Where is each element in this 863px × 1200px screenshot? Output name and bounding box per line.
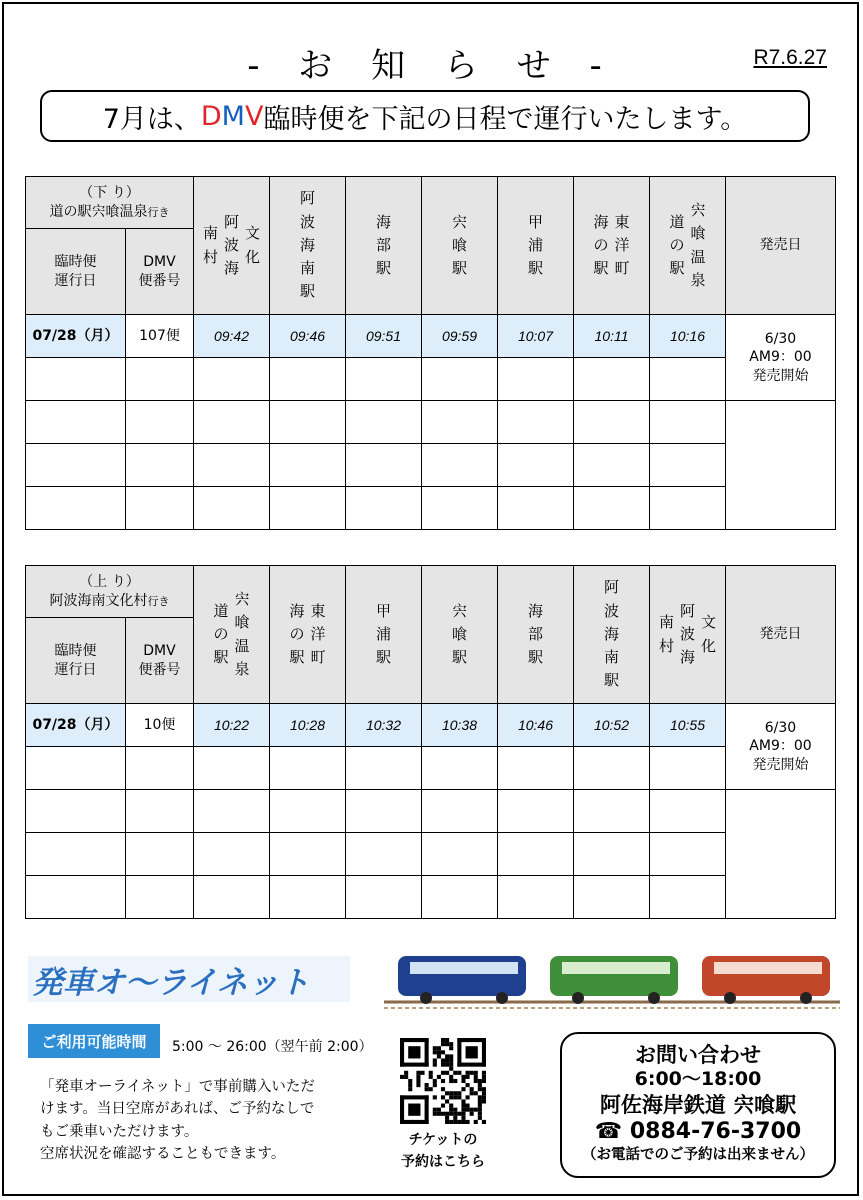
table-row [26, 315, 836, 358]
station-char: 浦 [527, 235, 543, 254]
empty-cell [126, 747, 194, 790]
dmv-letter-d: D [200, 100, 222, 132]
run-date-header [26, 229, 126, 315]
header-line: DMV [143, 643, 176, 660]
station-char: 甲 [375, 601, 391, 620]
station-char: 阿 [679, 601, 695, 620]
departure-time: 10:11 [574, 315, 650, 358]
empty-cell [574, 747, 650, 790]
bus-blue [398, 956, 526, 1004]
empty-row [26, 358, 836, 401]
sale-line: AM9：00 [749, 738, 812, 755]
station-char: 宍 [451, 601, 467, 620]
bus-red [702, 956, 830, 1004]
empty-cell [574, 358, 650, 401]
departure-time: 10:38 [422, 704, 498, 747]
station-char: 海 [603, 624, 619, 643]
empty-cell [126, 358, 194, 401]
dmv-buses-illustration [384, 944, 840, 1014]
header-line: 臨時便 [54, 254, 97, 271]
station-char: 駅 [527, 648, 543, 667]
empty-cell [194, 358, 270, 401]
empty-cell [346, 747, 422, 790]
trip-number-header [126, 618, 194, 704]
departure-time: 10:16 [650, 315, 726, 358]
empty-cell [270, 358, 346, 401]
timetable-down [25, 176, 836, 530]
station-char: 喰 [234, 613, 250, 632]
station-char: 駅 [527, 259, 543, 278]
empty-cell [270, 747, 346, 790]
empty-cell [422, 401, 498, 444]
empty-cell [270, 487, 346, 530]
station-char: 南 [658, 613, 674, 632]
station-char: 駅 [375, 259, 391, 278]
sale-line: 6/30 [764, 331, 797, 348]
phone-number: 0884-76-3700 [629, 1119, 802, 1145]
notice-date: R7.6.27 [753, 46, 827, 69]
station-char: 温 [690, 247, 706, 266]
direction-header [26, 566, 194, 618]
bus-green [550, 956, 678, 1004]
destination-name: 道の駅宍喰温泉 [49, 203, 148, 220]
station-char: 駅 [213, 648, 229, 667]
empty-cell [498, 401, 574, 444]
station-char: 宍 [690, 201, 706, 219]
contact-phone [562, 1118, 834, 1146]
qr-label [380, 1130, 506, 1173]
timetable-up [25, 565, 836, 919]
destination [26, 203, 193, 221]
qr-label-line: チケットの [408, 1132, 478, 1148]
empty-cell [650, 833, 726, 876]
header-line: 運行日 [54, 661, 97, 678]
empty-cell [574, 833, 650, 876]
station-char: 化 [245, 247, 261, 266]
station-char: 村 [202, 247, 218, 266]
empty-cell [498, 790, 574, 833]
destination-suffix: 行き [147, 594, 170, 608]
empty-cell [574, 876, 650, 919]
run-date-header [26, 618, 126, 704]
station-char: 洋 [310, 624, 326, 643]
empty-cell [422, 876, 498, 919]
empty-cell [26, 401, 126, 444]
hours-badge: ご利用可能時間 [28, 1024, 160, 1058]
station-header [422, 566, 498, 704]
station-char: 喰 [451, 624, 467, 643]
qr-label-line: 予約はこちら [401, 1153, 485, 1170]
empty-cell [26, 358, 126, 401]
station-char: 町 [614, 259, 630, 278]
trip-number: 107便 [126, 315, 194, 358]
station-char: 波 [299, 212, 315, 231]
sale-line: AM9：00 [749, 349, 812, 366]
station-char: 文 [245, 224, 261, 243]
destination [26, 592, 193, 610]
sale-line: 発売開始 [752, 367, 809, 384]
empty-cell [650, 747, 726, 790]
departure-time: 10:32 [346, 704, 422, 747]
station-char: 甲 [527, 212, 543, 231]
empty-cell [650, 444, 726, 487]
station-header [194, 177, 270, 315]
empty-cell [194, 747, 270, 790]
empty-cell [574, 487, 650, 530]
station-char: 道 [213, 601, 229, 620]
notice-title: - お 知 ら せ - [247, 46, 616, 86]
departure-time: 09:46 [270, 315, 346, 358]
station-header [194, 566, 270, 704]
empty-cell [126, 401, 194, 444]
departure-time: 09:59 [422, 315, 498, 358]
empty-cell [650, 401, 726, 444]
station-char: 宍 [451, 212, 467, 231]
hours-text: 5:00 ～ 26:00（翌午前 2:00） [172, 1039, 373, 1055]
station-char: 喰 [451, 235, 467, 254]
contact-title: お問い合わせ [635, 1043, 761, 1067]
station-char: 駅 [299, 282, 315, 301]
station-header [498, 177, 574, 315]
empty-cell [270, 401, 346, 444]
destination-suffix: 行き [147, 205, 170, 219]
station-header [346, 566, 422, 704]
station-header [270, 177, 346, 315]
net-desc-line: けます。当日空席があれば、ご予約なしで [40, 1101, 315, 1118]
empty-cell [650, 487, 726, 530]
departure-time: 10:28 [270, 704, 346, 747]
empty-row [26, 444, 836, 487]
departure-time: 10:52 [574, 704, 650, 747]
net-description [40, 1076, 370, 1166]
empty-cell [726, 401, 836, 530]
net-desc-line: 「発車オーライネット」で事前購入いただ [40, 1079, 315, 1095]
sale-info [726, 704, 836, 790]
empty-cell [126, 876, 194, 919]
dmv-letter-v: V [244, 100, 264, 132]
header-line: DMV [143, 254, 176, 271]
empty-cell [194, 790, 270, 833]
sale-date-header: 発売日 [726, 566, 836, 704]
station-char: 文 [701, 613, 717, 632]
station-char: 道 [669, 212, 685, 231]
station-char: 阿 [603, 578, 619, 597]
station-char: 東 [310, 601, 326, 620]
empty-cell [194, 401, 270, 444]
empty-cell [346, 833, 422, 876]
station-char: 海 [299, 235, 315, 254]
empty-cell [346, 401, 422, 444]
empty-cell [650, 876, 726, 919]
station-char: 部 [527, 624, 543, 643]
empty-cell [194, 487, 270, 530]
empty-cell [26, 747, 126, 790]
station-char: の [213, 624, 229, 643]
headline-post: 臨時便を下記の日程で運行いたします。 [263, 103, 748, 135]
empty-cell [498, 444, 574, 487]
empty-cell [574, 401, 650, 444]
run-date: 07/28（月） [26, 315, 126, 358]
station-char: 化 [701, 636, 717, 655]
empty-cell [726, 790, 836, 919]
empty-cell [422, 747, 498, 790]
trip-number-header [126, 229, 194, 315]
departure-time: 09:51 [346, 315, 422, 358]
station-header [270, 566, 346, 704]
empty-cell [26, 833, 126, 876]
headline-box [40, 90, 810, 142]
empty-cell [26, 487, 126, 530]
station-char: 海 [527, 601, 543, 620]
contact-name: 阿佐海岸鉄道 宍喰駅 [599, 1093, 797, 1117]
empty-cell [422, 833, 498, 876]
station-char: 泉 [690, 270, 706, 289]
station-char: の [669, 235, 685, 254]
station-header [346, 177, 422, 315]
departure-time: 10:07 [498, 315, 574, 358]
empty-cell [346, 876, 422, 919]
direction-label: （下 り） [79, 185, 140, 202]
empty-cell [194, 444, 270, 487]
station-char: 宍 [234, 590, 250, 608]
departure-time: 09:42 [194, 315, 270, 358]
empty-cell [26, 444, 126, 487]
station-char: 南 [299, 259, 315, 278]
empty-cell [126, 790, 194, 833]
station-char: 波 [679, 624, 695, 643]
empty-cell [194, 833, 270, 876]
station-char: 村 [658, 636, 674, 655]
trip-number: 10便 [126, 704, 194, 747]
contact-note: （お電話でのご予約は出来ません） [582, 1146, 814, 1163]
station-char: 駅 [375, 648, 391, 667]
station-char: 海 [679, 648, 695, 667]
empty-cell [574, 444, 650, 487]
empty-cell [346, 487, 422, 530]
destination-name: 阿波海南文化村 [49, 592, 148, 609]
station-header [650, 566, 726, 704]
station-char: 駅 [603, 671, 619, 690]
dmv-letter-m: M [221, 100, 245, 132]
empty-row [26, 876, 836, 919]
departure-time: 10:22 [194, 704, 270, 747]
empty-cell [270, 833, 346, 876]
empty-row [26, 833, 836, 876]
qr-code[interactable] [400, 1038, 486, 1124]
net-desc-line: もご乗車いただけます。 [40, 1123, 199, 1140]
empty-cell [650, 790, 726, 833]
station-char: 喰 [690, 224, 706, 243]
empty-cell [498, 487, 574, 530]
header-line: 臨時便 [54, 643, 97, 660]
empty-cell [422, 358, 498, 401]
station-char: 泉 [234, 659, 250, 678]
empty-cell [498, 358, 574, 401]
header-line: 運行日 [54, 272, 97, 289]
empty-cell [126, 487, 194, 530]
empty-cell [26, 876, 126, 919]
empty-cell [270, 444, 346, 487]
empty-cell [126, 833, 194, 876]
station-char: 波 [603, 601, 619, 620]
empty-cell [194, 876, 270, 919]
empty-row [26, 401, 836, 444]
station-char: 海 [593, 212, 609, 231]
station-char: 洋 [614, 235, 630, 254]
headline-pre: 7月は、 [102, 103, 201, 135]
empty-cell [126, 444, 194, 487]
station-char: 東 [614, 212, 630, 231]
empty-cell [270, 876, 346, 919]
station-char: 駅 [593, 259, 609, 278]
station-char: 海 [223, 259, 239, 278]
direction-header [26, 177, 194, 229]
empty-cell [422, 444, 498, 487]
station-header [574, 566, 650, 704]
station-char: 駅 [669, 259, 685, 278]
empty-cell [498, 747, 574, 790]
station-char: の [289, 624, 305, 643]
empty-row [26, 487, 836, 530]
sale-date-header: 発売日 [726, 177, 836, 315]
table-row [26, 704, 836, 747]
station-char: 阿 [299, 189, 315, 208]
station-char: 駅 [289, 648, 305, 667]
empty-row [26, 747, 836, 790]
run-date: 07/28（月） [26, 704, 126, 747]
header-line: 便番号 [138, 272, 181, 289]
empty-cell [422, 790, 498, 833]
station-header [422, 177, 498, 315]
station-char: 浦 [375, 624, 391, 643]
station-char: 海 [375, 212, 391, 231]
direction-label: （上 り） [79, 574, 140, 591]
empty-cell [498, 833, 574, 876]
station-char: 海 [289, 601, 305, 620]
contact-box [560, 1032, 836, 1178]
station-header [498, 566, 574, 704]
empty-cell [346, 790, 422, 833]
station-header [650, 177, 726, 315]
empty-cell [346, 444, 422, 487]
station-char: 波 [223, 235, 239, 254]
station-char: 町 [310, 648, 326, 667]
station-char: 南 [603, 648, 619, 667]
sale-info [726, 315, 836, 401]
empty-cell [650, 358, 726, 401]
departure-time: 10:55 [650, 704, 726, 747]
station-char: 駅 [451, 259, 467, 278]
phone-icon: ☎ [594, 1119, 623, 1145]
station-char: 温 [234, 636, 250, 655]
hassha-orai-net-logo: 発車オ～ライネット [28, 956, 350, 1002]
sale-line: 発売開始 [752, 756, 809, 773]
empty-row [26, 790, 836, 833]
station-char: 駅 [451, 648, 467, 667]
contact-hours: 6:00～18:00 [634, 1068, 762, 1091]
station-char: 阿 [223, 212, 239, 231]
station-char: の [593, 235, 609, 254]
empty-cell [498, 876, 574, 919]
empty-cell [574, 790, 650, 833]
station-char: 部 [375, 235, 391, 254]
departure-time: 10:46 [498, 704, 574, 747]
header-line: 便番号 [138, 661, 181, 678]
net-desc-line: 空席状況を確認することもできます。 [40, 1146, 286, 1163]
station-header [574, 177, 650, 315]
empty-cell [346, 358, 422, 401]
station-char: 南 [202, 224, 218, 243]
empty-cell [26, 790, 126, 833]
empty-cell [422, 487, 498, 530]
empty-cell [270, 790, 346, 833]
sale-line: 6/30 [764, 720, 797, 737]
